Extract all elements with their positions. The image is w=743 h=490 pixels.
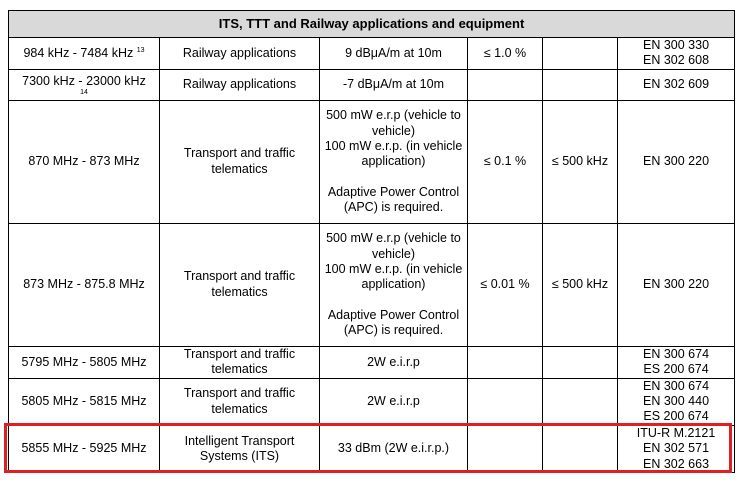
table-row <box>9 100 735 223</box>
table-row <box>9 378 735 425</box>
footnote-ref: 13 <box>136 46 145 54</box>
duty-cycle-cell: ≤ 0.01 % <box>468 223 543 346</box>
standard-cell: ITU-R M.2121 EN 302 571 EN 302 663 <box>618 425 735 472</box>
power-cell: -7 dBμA/m at 10m <box>320 69 468 100</box>
standard-cell: EN 300 220 <box>618 100 735 223</box>
application-cell: Transport and traffic telematics <box>160 346 320 378</box>
table-header-row <box>9 11 735 38</box>
table-row <box>9 69 735 100</box>
regulation-table <box>8 10 735 473</box>
table-row <box>9 425 735 472</box>
application-cell: Transport and traffic telematics <box>160 223 320 346</box>
duty-cycle-cell: ≤ 1.0 % <box>468 38 543 70</box>
table-title: ITS, TTT and Railway applications and equipment <box>9 11 735 38</box>
application-cell: Railway applications <box>160 38 320 70</box>
power-cell: 9 dBμA/m at 10m <box>320 38 468 70</box>
standard-cell: EN 300 674 ES 200 674 <box>618 346 735 378</box>
frequency-cell: 873 MHz - 875.8 MHz <box>9 223 160 346</box>
power-cell: 2W e.i.r.p <box>320 378 468 425</box>
standard-cell: EN 300 330 EN 302 608 <box>618 38 735 70</box>
frequency-cell: 984 kHz - 7484 kHz $^{13}$ <box>9 38 160 70</box>
application-cell: Transport and traffic telematics <box>160 378 320 425</box>
bandwidth-cell <box>543 69 618 100</box>
power-cell: 500 mW e.r.p (vehicle to vehicle) 100 mW e.r.p. (in vehicle application) Adaptive Power Control (APC) is required. <box>320 100 468 223</box>
bandwidth-cell: ≤ 500 kHz <box>543 100 618 223</box>
footnote-ref: 14 <box>80 89 88 97</box>
frequency-cell: 7300 kHz - 23000 kHz 14 <box>9 69 160 100</box>
application-cell: Railway applications <box>160 69 320 100</box>
table-row <box>9 346 735 378</box>
table-row <box>9 38 735 70</box>
duty-cycle-cell <box>468 69 543 100</box>
bandwidth-cell <box>543 425 618 472</box>
frequency-cell: 5855 MHz - 5925 MHz <box>9 425 160 472</box>
duty-cycle-cell <box>468 425 543 472</box>
bandwidth-cell: ≤ 500 kHz <box>543 223 618 346</box>
bandwidth-cell <box>543 346 618 378</box>
frequency-cell: 870 MHz - 873 MHz <box>9 100 160 223</box>
application-cell: Intelligent Transport Systems (ITS) <box>160 425 320 472</box>
frequency-cell: 5795 MHz - 5805 MHz <box>9 346 160 378</box>
table-row <box>9 223 735 346</box>
standard-cell: EN 302 609 <box>618 69 735 100</box>
bandwidth-cell <box>543 378 618 425</box>
frequency-cell: 5805 MHz - 5815 MHz <box>9 378 160 425</box>
power-cell: 500 mW e.r.p (vehicle to vehicle) 100 mW e.r.p. (in vehicle application) Adaptive Power Control (APC) is required. <box>320 223 468 346</box>
duty-cycle-cell: ≤ 0.1 % <box>468 100 543 223</box>
application-cell: Transport and traffic telematics <box>160 100 320 223</box>
bandwidth-cell <box>543 38 618 70</box>
power-cell: 33 dBm (2W e.i.r.p.) <box>320 425 468 472</box>
duty-cycle-cell <box>468 378 543 425</box>
duty-cycle-cell <box>468 346 543 378</box>
standard-cell: EN 300 220 <box>618 223 735 346</box>
power-cell: 2W e.i.r.p <box>320 346 468 378</box>
standard-cell: EN 300 674 EN 300 440 ES 200 674 <box>618 378 735 425</box>
